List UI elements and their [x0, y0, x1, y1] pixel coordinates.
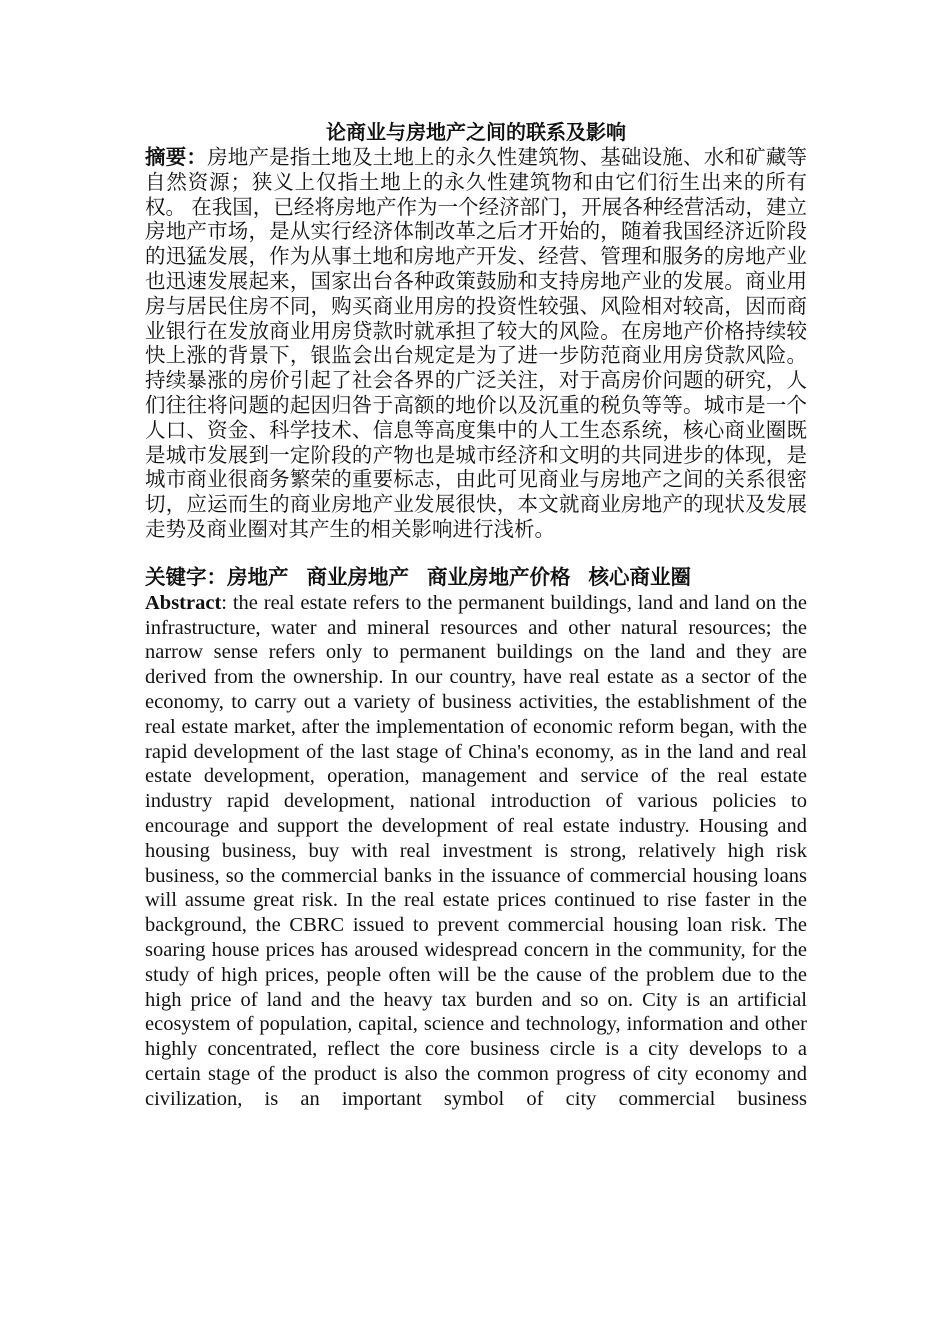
abstract-cn-text: 房地产是指土地及土地上的永久性建筑物、基础设施、水和矿藏等自然资源；狭义上仅指土地上的永久性建筑物和由它们衍生出来的所有权。 在我国，已经将房地产作为一个经济部门，开展各种经营活动，建立房地产市场，是从实行经济体制改革之后才开始的，随着我国经济近阶段的迅猛发展，作为从事土地和房地产开发、经营、管理和服务的房地产业也迅速发展起来，国家出台各种政策鼓励和支持房地产业的发展。商业用房与居民住房不同，购买商业用房的投资性较强、风险相对较高，因而商业银行在发放商业用房贷款时就承担了较大的风险。在房地产价格持续较快上涨的背景下，银监会出台规定是为了进一步防范商业用房贷款风险。持续暴涨的房价引起了社会各界的广泛关注，对于高房价问题的研究，人们往往将问题的起因归咎于高额的地价以及沉重的税负等等。城市是一个人口、资金、科学技术、信息等高度集中的人工生态系统，核心商业圈既是城市发展到一定阶段的产物也是城市经济和文明的共同进步的体现，是城市商业很商务繁荣的重要标志，由此可见商业与房地产之间的关系很密切，应运而生的商业房地产业发展很快，本文就商业房地产的现状及发展走势及商业圈对其产生的相关影响进行浅析。: [145, 147, 808, 541]
keywords-label: 关键字：: [145, 566, 227, 589]
keywords-line: [145, 565, 807, 591]
paragraph-spacer: [145, 543, 807, 565]
abstract-en-text: : the real estate refers to the permanent buildings, land and land on the infrastructure, water and mineral resources and other natural resources; the narrow sense refers only to permanent buildings on the land and they are derived from the ownership. In our country, have real estate as a sector of the economy, to carry out a variety of business activities, the establishment of the real estate market, after the implementation of economic reform began, with the rapid development of the last stage of China's economy, as in the land and real estate development, operation, management and service of the real estate industry rapid development, national introduction of various policies to encourage and support the development of real estate industry. Housing and housing business, buy with real investment is strong, relatively high risk business, so the commercial banks in the issuance of commercial housing loans will assume great risk. In the real estate prices continued to rise faster in the background, the CBRC issued to prevent commercial housing loan risk. The soaring house prices has aroused widespread concern in the community, for the study of high prices, people often will be the cause of the problem due to the high price of land and the heavy tax burden and so on. City is an artificial ecosystem of population, capital, science and technology, information and other highly concentrated, reflect the core business circle is a city develops to a certain stage of the product is also the common progress of city economy and civilization, is an important symbol of city commercial business: [145, 591, 807, 1110]
keyword-item: 商业房地产价格: [427, 566, 571, 589]
keyword-item: 商业房地产: [306, 566, 409, 589]
abstract-en-paragraph: [145, 591, 807, 1112]
abstract-cn-paragraph: [145, 146, 807, 543]
keyword-item: 核心商业圈: [588, 566, 691, 589]
abstract-cn-label: 摘要：: [145, 147, 208, 169]
page-title: 论商业与房地产之间的联系及影响: [326, 122, 626, 144]
keyword-item: 房地产: [227, 566, 289, 589]
abstract-en-label: Abstract: [145, 591, 222, 614]
document-body: [145, 120, 807, 1111]
